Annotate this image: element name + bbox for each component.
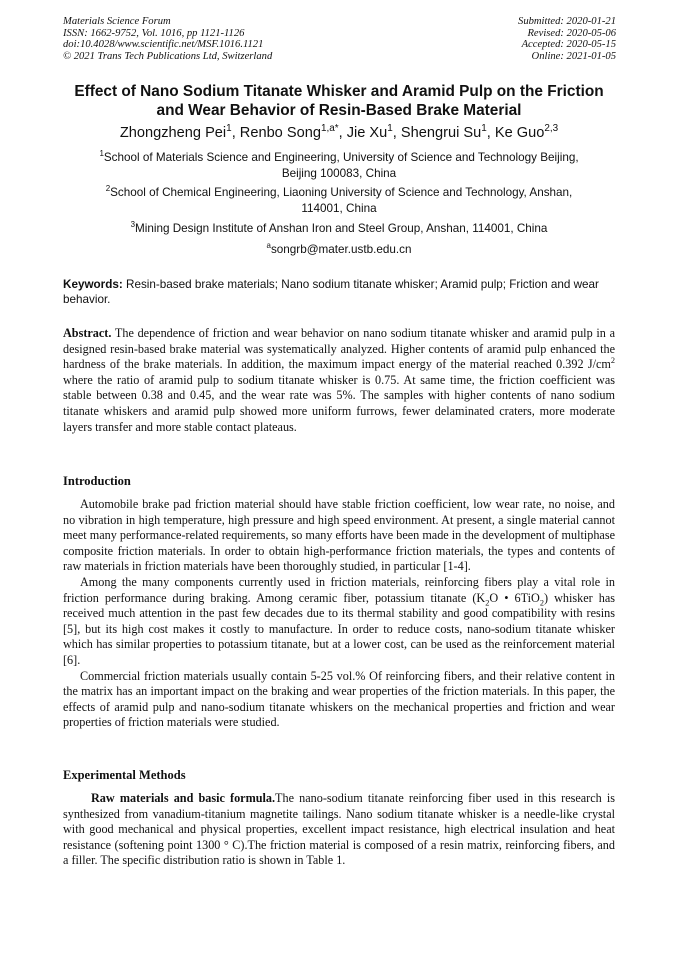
corresponding-email[interactable] [70, 242, 608, 258]
affiliation-text: School of Materials Science and Engineering, University of Science and Technology Beijing, [103, 151, 579, 164]
affiliation-text: 114001, China [301, 201, 377, 215]
issn-line: ISSN: 1662-9752, Vol. 1016, pp 1121-1126 [63, 27, 245, 39]
publication-dates [518, 16, 616, 62]
abstract [63, 326, 615, 435]
affiliation-2 [70, 185, 608, 216]
author [495, 125, 558, 141]
introduction-heading: Introduction [63, 474, 131, 488]
keywords-text: Resin-based brake materials; Nano sodium titanate whisker; Aramid pulp; Friction and wear behavior. [63, 278, 599, 306]
author-affiliation-mark: 1,a* [320, 123, 339, 135]
email-mark: a [266, 241, 271, 251]
submitted-date: Submitted: 2020-01-21 [518, 16, 616, 27]
email-address[interactable]: songrb@mater.ustb.edu.cn [270, 243, 412, 256]
title-line-1: Effect of Nano Sodium Titanate Whisker and Aramid Pulp on the Friction [74, 83, 604, 100]
affiliation-text: School of Chemical Engineering, Liaoning University of Science and Technology, Anshan, [110, 186, 573, 199]
title-line-2: and Wear Behavior of Resin-Based Brake Material [156, 102, 522, 119]
affiliation-mark: 2 [105, 184, 111, 194]
affiliation-text: Beijing 100083, China [281, 166, 397, 180]
author-separator: , [392, 125, 401, 141]
author-affiliation-mark: 1 [226, 123, 232, 135]
copyright-line: © 2021 Trans Tech Publications Ltd, Switzerland [63, 50, 273, 62]
affiliation-mark: 3 [130, 220, 136, 230]
affiliation-mark: 1 [99, 149, 104, 159]
subsection-label: Raw materials and basic formula. [91, 791, 276, 805]
author-list [30, 124, 648, 142]
introduction-paragraph-3: Commercial friction materials usually contain 5-25 vol.% Of reinforcing fibers, and their relative content in the matrix has an important impact on the braking and wear properties of the friction materials. In this paper, the effects of aramid pulp and nano-sodium titanate whiskers on the mechanical properties and friction and wear properties of friction materials were studied. [63, 668, 615, 730]
online-date: Online: 2021-01-05 [531, 50, 616, 62]
author-name: Renbo Song [239, 125, 321, 141]
author [240, 125, 347, 141]
experimental-text: The nano-sodium titanate reinforcing fiber used in this research is synthesized from vanadium-titanium magnetite tailings. Nano sodium titanate whisker is a needle-like crystal with good mechanical and physical properties, excellent impact resistance, high electrical insulation and heat resistance (softening point 1300 ° C).The friction material is composed of a resin matrix, reinforcing fibers, and a filler. The specific distribution ratio is shown in Table 1. [63, 791, 615, 868]
experimental-body [63, 791, 615, 869]
author-separator: , [486, 125, 495, 141]
chemical-subscript: 2 [485, 598, 490, 607]
chemical-subscript: 2 [539, 598, 544, 607]
author-separator: , [231, 125, 240, 141]
author-name: Ke Guo [494, 125, 545, 141]
doi-line: doi:10.4028/www.scientific.net/MSF.1016.1121 [63, 39, 264, 51]
author [401, 125, 495, 141]
abstract-superscript: 2 [610, 356, 615, 366]
journal-name: Materials Science Forum [63, 16, 171, 27]
affiliation-3 [70, 221, 608, 237]
introduction-paragraph-1: Automobile brake pad friction material should have stable friction coefficient, low wear rate, no noise, and no vibration in high temperature, high pressure and high speed environment. At present, a single material cannot meet many performance-related requirements, so many efforts have been made in the development of multiphase composite friction materials. In order to obtain high-performance friction materials, the types and contents of raw materials in friction materials have been thoroughly studied, in particular [1-4]. [63, 497, 615, 574]
paragraph-text: ) whisker has received much attention in the past few decades due to its thermal stability and good compatibility with resins [5], but its high cost makes it costly to manufacture. In order to reduce costs, nano-sodium titanate whisker which has similar properties to potassium titanate, but at a lower cost, can be used as the reinforcement material [6]. [63, 590, 616, 667]
author-name: Shengrui Su [400, 125, 482, 141]
affiliation-1 [70, 150, 608, 181]
accepted-date: Accepted: 2020-05-15 [521, 39, 616, 51]
paragraph-text: Among the many components currently used in friction materials, reinforcing fibers play a vital role in friction performance during braking. Among ceramic fiber, potassium titanate (K [63, 574, 615, 605]
experimental-heading: Experimental Methods [63, 768, 186, 782]
abstract-text: The dependence of friction and wear behavior on nano sodium titanate whisker and aramid pulp in a designed resin-based brake material was systematically analyzed. Higher contents of aramid pulp enhanced the hardness of the brake materials. In addition, the maximum impact energy of the material reached 0.392 J/cm [63, 326, 615, 372]
author-affiliation-mark: 1 [481, 123, 487, 135]
journal-info [63, 16, 272, 62]
author-name: Jie Xu [346, 125, 388, 141]
paper-title [40, 82, 638, 120]
author [347, 125, 401, 141]
introduction-body [63, 497, 615, 731]
author-affiliation-mark: 2,3 [544, 123, 559, 135]
author-separator: , [338, 125, 347, 141]
paragraph-text: O • 6TiO [489, 590, 540, 605]
abstract-label: Abstract. [63, 326, 112, 340]
author-name: Zhongzheng Pei [119, 125, 227, 141]
keywords [63, 278, 615, 307]
keywords-label: Keywords: [63, 278, 123, 291]
author-affiliation-mark: 1 [387, 123, 393, 135]
abstract-text: where the ratio of aramid pulp to sodium titanate whisker is 0.75. At same time, the friction coefficient was stable between 0.38 and 0.45, and the wear rate was 5%. The samples with higher contents of nano sodium titanate whiskers and aramid pulp showed more uniform furrows, fewer delaminated craters, more moderate layers transfer and more stable contact plateaus. [63, 372, 615, 434]
affiliation-text: Mining Design Institute of Anshan Iron and Steel Group, Anshan, 114001, China [135, 222, 548, 235]
author [120, 125, 240, 141]
introduction-paragraph-2 [63, 575, 615, 669]
revised-date: Revised: 2020-05-06 [527, 27, 616, 39]
